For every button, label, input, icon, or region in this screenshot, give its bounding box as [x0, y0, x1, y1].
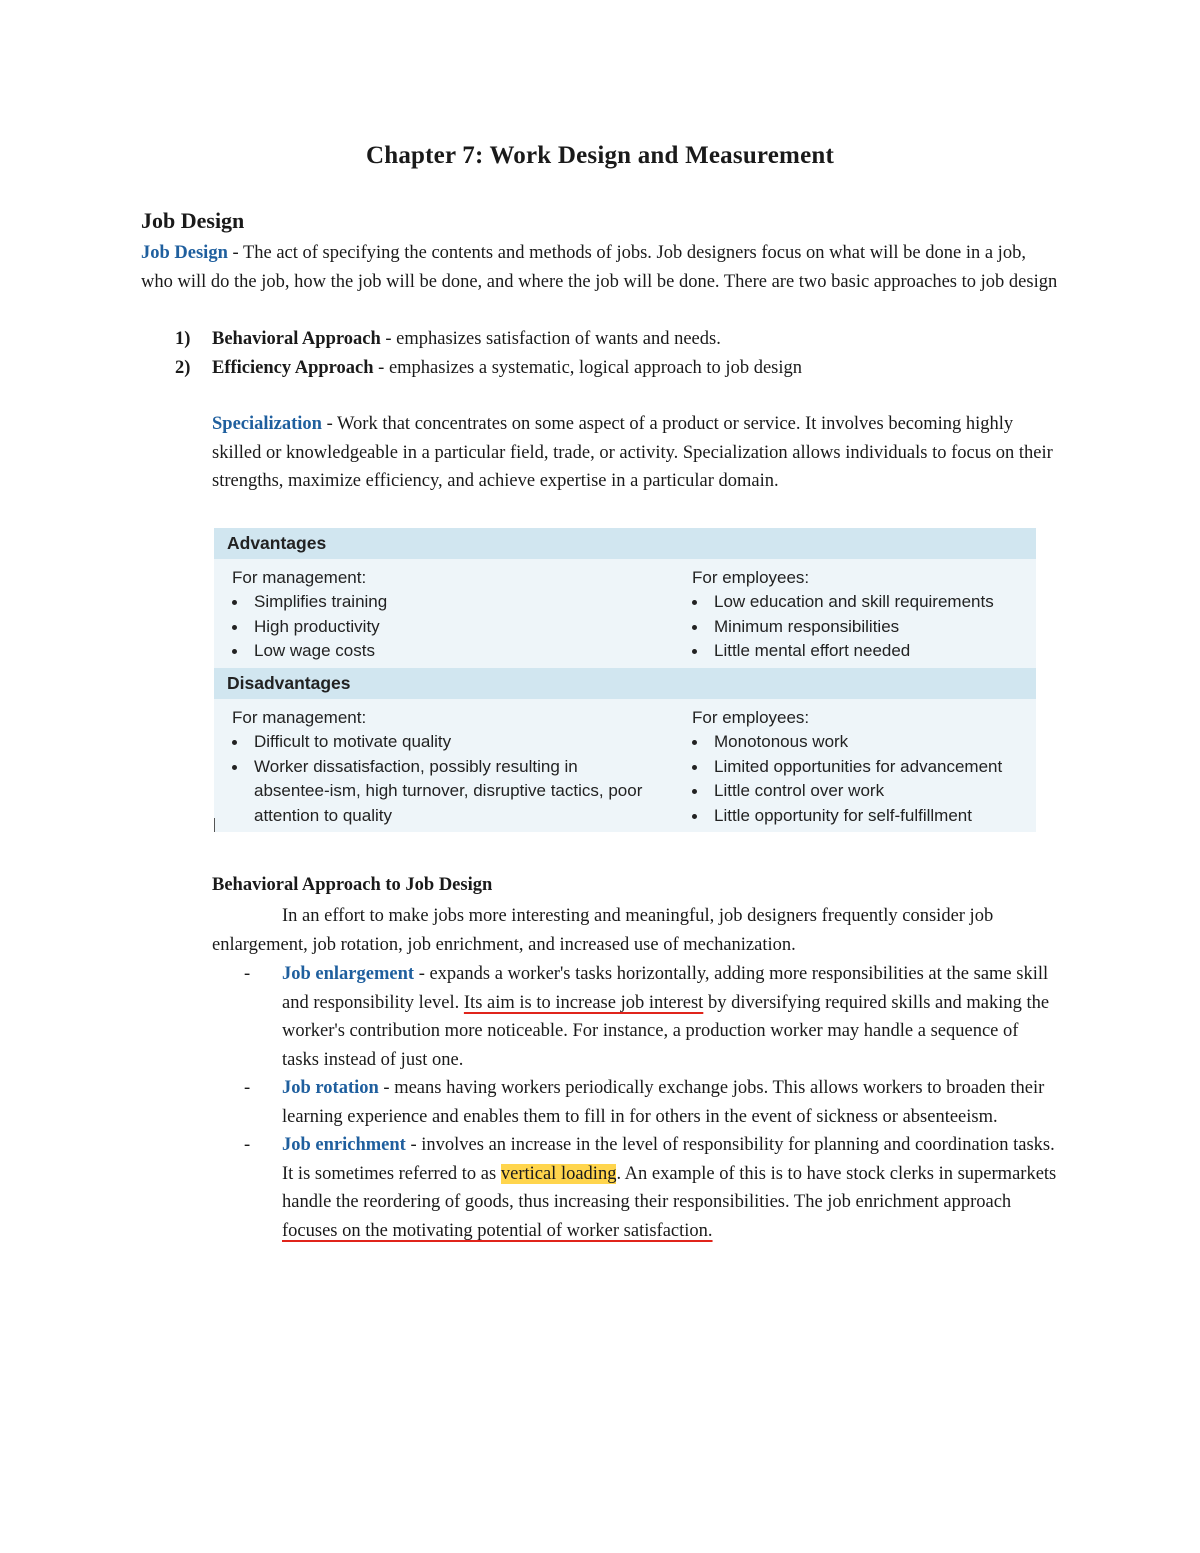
highlighted-phrase: vertical loading — [500, 1163, 617, 1184]
disadvantages-header: Disadvantages — [214, 668, 1036, 699]
advantages-header: Advantages — [214, 528, 1036, 559]
specialization-paragraph — [212, 410, 1057, 496]
dis-employees-heading: For employees: — [692, 708, 810, 727]
approach-name: Behavioral Approach — [212, 329, 381, 349]
list-item: Little control over work — [692, 779, 1032, 804]
list-item: Little mental effort needed — [692, 639, 1022, 664]
list-item: High productivity — [232, 615, 672, 640]
dis-management-column — [232, 706, 657, 828]
approach-number: 1) — [175, 329, 191, 349]
approach-item — [175, 354, 1055, 383]
list-item-job-rotation: - Job rotation - means having workers periodically exchange jobs. This allows workers to broaden their learning experience and enables them to fill in for others in the event of sickness or absenteeism. — [244, 1074, 1060, 1131]
behavioral-approach-heading: Behavioral Approach to Job Design — [212, 875, 493, 895]
specialization-advantages-table — [214, 528, 1036, 832]
behavioral-approach-list — [244, 960, 1060, 1245]
list-item: Simplifies training — [232, 590, 672, 615]
underlined-phrase: focuses on the motivating potential of worker satisfaction. — [282, 1220, 713, 1241]
section-heading-job-design: Job Design — [141, 208, 245, 233]
list-item: Low wage costs — [232, 639, 672, 664]
specialization-text: - Work that concentrates on some aspect of a product or service. It involves becoming highly skilled or knowledgeable in a particular field, trade, or activity. Specialization allows individuals to focus on their strengths, maximize efficiency, and achieve expertise in a particular domain. — [212, 414, 1053, 491]
behavioral-approach-intro: In an effort to make jobs more interesting and meaningful, job designers frequently consider job enlargement, job rotation, job enrichment, and increased use of mechanization. — [212, 906, 994, 955]
term-specialization: Specialization — [212, 414, 322, 434]
adv-employees-list — [692, 590, 1022, 664]
list-item: Limited opportunities for advancement — [692, 755, 1032, 780]
list-item: Monotonous work — [692, 730, 1032, 755]
dis-management-heading: For management: — [232, 708, 367, 727]
adv-management-heading: For management: — [232, 568, 367, 587]
list-item: Difficult to motivate quality — [232, 730, 657, 755]
dis-employees-list — [692, 730, 1032, 828]
list-item: Low education and skill requirements — [692, 590, 1022, 615]
approach-name: Efficiency Approach — [212, 357, 374, 378]
underlined-phrase: Its aim is to increase job interest — [463, 992, 704, 1013]
approach-desc: - emphasizes a systematic, logical approach to job design — [373, 357, 803, 378]
chapter-title: Chapter 7: Work Design and Measurement — [365, 142, 835, 169]
approach-item — [175, 325, 1055, 354]
dis-management-list — [232, 730, 657, 828]
term-job-design: Job Design — [141, 243, 228, 263]
adv-employees-heading: For employees: — [692, 568, 810, 587]
list-item: Worker dissatisfaction, possibly resulting in absentee-ism, high turnover, disruptive tactics, poor attention to quality — [232, 755, 657, 829]
list-item: Minimum responsibilities — [692, 615, 1022, 640]
dash-bullet: - — [244, 1078, 251, 1098]
approach-desc: - emphasizes satisfaction of wants and needs. — [380, 329, 721, 349]
list-item: Little opportunity for self-fulfillment — [692, 804, 1032, 829]
list-item-job-enrichment: - Job enrichment - involves an increase in the level of responsibility for planning and coordination tasks. It is sometimes referred to as vertical loading. An example of this is to have stock clerks in supermarkets handle the reordering of goods, thus increasing their responsibilities. The job enrichment approach focuses on the motivating potential of worker satisfaction. — [244, 1131, 1060, 1245]
approach-number: 2) — [175, 357, 191, 378]
term-job-rotation: Job rotation — [282, 1078, 379, 1098]
approaches-list — [175, 325, 1055, 382]
dash-bullet: - — [244, 964, 251, 984]
job-design-definition-text: - The act of specifying the contents and methods of jobs. Job designers focus on what will be done in a job, who will do the job, how the job will be done, and where the job will be done. There are two basic approaches to job design — [141, 243, 1058, 292]
dash-bullet: - — [244, 1135, 251, 1155]
term-job-enrichment: Job enrichment — [282, 1135, 406, 1155]
adv-management-column — [232, 566, 672, 664]
job-design-definition — [141, 239, 1061, 296]
adv-management-list — [232, 590, 672, 664]
table-left-rule — [214, 818, 215, 832]
term-job-enlargement: Job enlargement — [282, 964, 415, 984]
dis-employees-column — [692, 706, 1032, 828]
list-item-job-enlargement: - Job enlargement - expands a worker's tasks horizontally, adding more responsibilities at the same skill and responsibility level. Its aim is to increase job interest by diversifying required skills and making the worker's contribution more noticeable. For instance, a production worker may handle a sequence of tasks instead of just one. — [244, 960, 1060, 1074]
adv-employees-column — [692, 566, 1022, 664]
